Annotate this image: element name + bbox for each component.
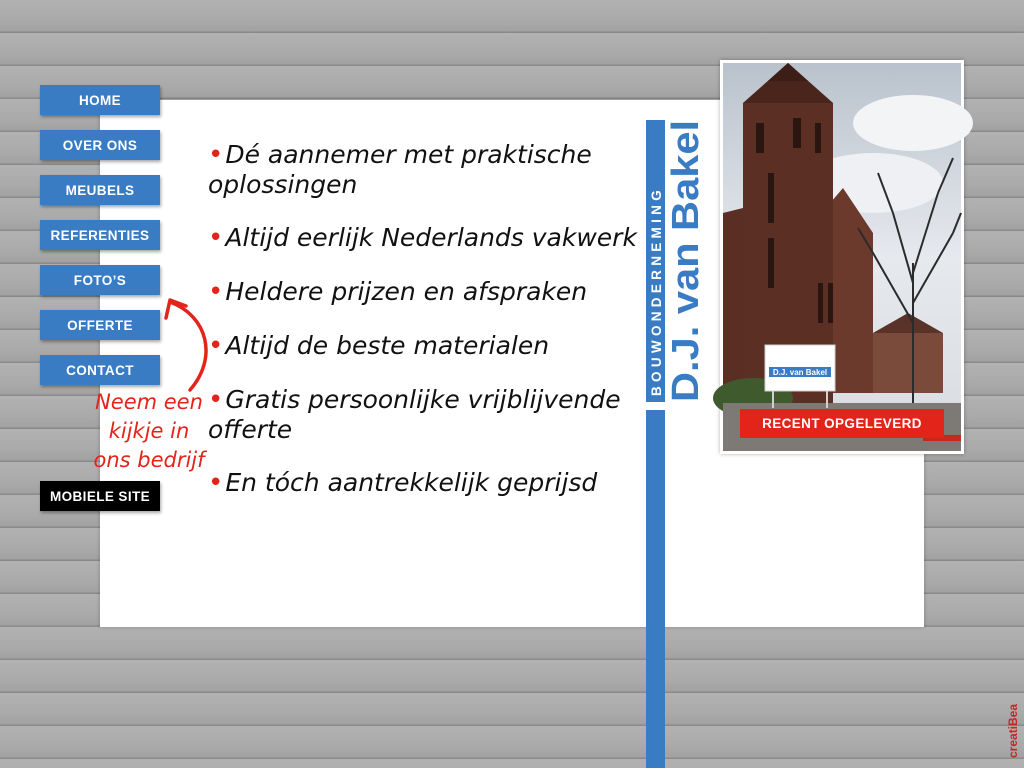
handwritten-note (84, 388, 214, 475)
recent-opgeleverd-button[interactable]: RECENT OPGELEVERD (740, 409, 944, 438)
bullet-icon: • (208, 468, 224, 498)
photo-sign-text: D.J. van Bakel (772, 368, 828, 377)
feature-item: •En tóch aantrekkelijk geprijsd (208, 468, 598, 498)
feature-item: •Heldere prijzen en afspraken (208, 277, 588, 307)
nav-offerte-button[interactable]: OFFERTE (40, 310, 160, 340)
nav-over-ons-button[interactable]: OVER ONS (40, 130, 160, 160)
feature-item: •Altijd de beste materialen (208, 331, 550, 361)
bullet-icon: • (208, 385, 224, 415)
feature-item: •Dé aannemer met praktische oplossingen (208, 140, 592, 199)
nav-home-button[interactable]: HOME (40, 85, 160, 115)
nav-contact-button[interactable]: CONTACT (40, 355, 160, 385)
note-line-3: ons bedrijf (93, 448, 205, 472)
feature-item: •Altijd eerlijk Nederlands vakwerk (208, 223, 637, 253)
church-photo-image (723, 63, 961, 451)
note-line-1: Neem een (95, 390, 203, 414)
company-logo (646, 120, 707, 402)
nav-fotos-button[interactable]: FOTO’S (40, 265, 160, 295)
feature-list (208, 140, 648, 522)
creatibea-credit[interactable] (1003, 676, 1023, 760)
feature-item: •Gratis persoonlijke vrijblijvende offerte (208, 385, 621, 444)
logo-name: D.J. van Bakel (665, 144, 707, 402)
nav-referenties-button[interactable]: REFERENTIES (40, 220, 160, 250)
mobile-site-button[interactable]: MOBIELE SITE (40, 481, 160, 511)
logo-subtitle: BOUWONDERNEMING (649, 186, 664, 396)
blue-vertical-bar (646, 410, 665, 768)
bullet-icon: • (208, 140, 224, 170)
bullet-icon: • (208, 277, 224, 307)
nav-meubels-button[interactable]: MEUBELS (40, 175, 160, 205)
note-line-2: kijkje in (108, 419, 190, 443)
bullet-icon: • (208, 331, 224, 361)
credit-text: creatiBea (1006, 703, 1020, 758)
recent-project-photo[interactable] (720, 60, 964, 454)
bullet-icon: • (208, 223, 224, 253)
